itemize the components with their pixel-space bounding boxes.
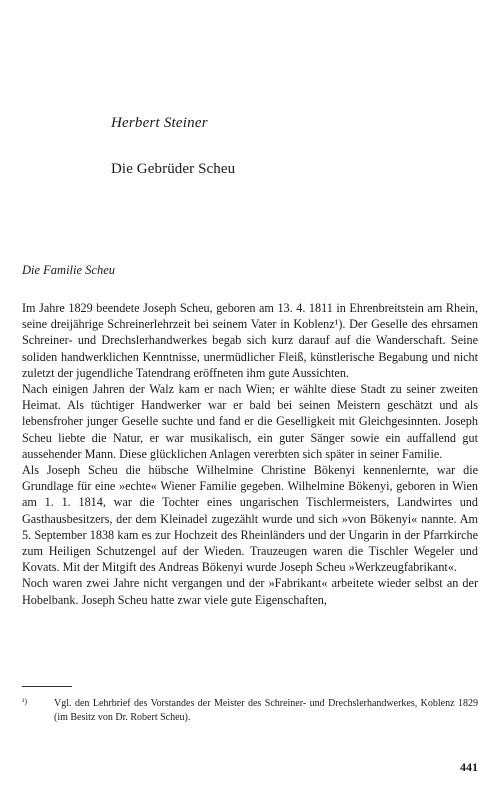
paragraph-1: Im Jahre 1829 beendete Joseph Scheu, geboren am 13. 4. 1811 in Ehrenbreitstein am Rhein, seine dreijährige Schreinerlehrzeit bei seinem Vater in Koblenz¹). Der Geselle des ehrsamen Schreiner- und Drechslerhandwerkes begab sich kurz darauf auf die Wanderschaft. Seine soliden handwerklichen Kenntnisse, unermüdlicher Fleiß, künstlerische Begabung und nicht zuletzt der jugendliche Tatendrang eröffneten ihm gute Aussichten. [22, 301, 478, 380]
footnote-mark: ¹) [22, 697, 28, 706]
article-title: Die Gebrüder Scheu [111, 161, 236, 177]
paragraph-4: Noch waren zwei Jahre nicht vergangen und der »Fabrikant« arbeitete wieder selbst an der Hobelbank. Joseph Scheu hatte zwar viele gute Eigenschaften, [22, 576, 478, 607]
paragraph-3: Als Joseph Scheu die hübsche Wilhelmine Christine Bökenyi kennenlernte, war die Grundlage für eine »echte« Wiener Familie gegeben. Wilhelmine Bökenyi, geboren in Wien am 1. 1. 1814, war die Tochter eines ungarischen Tischlermeisters, Landwirtes und Gasthausbesitzers, der dem Kleinadel zugezählt wurde und sich »von Bökenyi« nannte. Am 5. September 1838 kam es zur Hochzeit des Rheinländers und der Ungarin in der Pfarrkirche zum Heiligen Schutzengel auf der Wieden. Trauzeugen waren die Tischler Wegeler und Kovats. Mit der Mitgift des Andreas Bökenyi wurde Joseph Scheu »Werkzeugfabrikant«. [22, 463, 478, 575]
footnote [22, 697, 478, 725]
body-text [22, 300, 478, 608]
author-name: Herbert Steiner [111, 115, 208, 131]
page-number: 441 [460, 760, 478, 774]
paragraph-2: Nach einigen Jahren der Walz kam er nach Wien; er wählte diese Stadt zu seiner zweiten Heimat. Als tüchtiger Handwerker war er bald bei seinen Meistern geschätzt und als lebensfroher junger Geselle suchte und fand er die Geselligkeit mit Gleichgesinnten. Joseph Scheu liebte die Natur, er war musikalisch, ein guter Sänger sowie ein auffallend gut aussehender Mann. Diese glücklichen Anlagen vererbten sich später in seiner Familie. [22, 382, 478, 461]
footnote-divider [22, 686, 72, 687]
footnote-text: Vgl. den Lehrbrief des Vorstandes der Meister des Schreiner- und Drechslerhandwerkes, Koblenz 1829 (im Besitz von Dr. Robert Scheu). [54, 698, 478, 723]
section-heading: Die Familie Scheu [22, 263, 116, 277]
